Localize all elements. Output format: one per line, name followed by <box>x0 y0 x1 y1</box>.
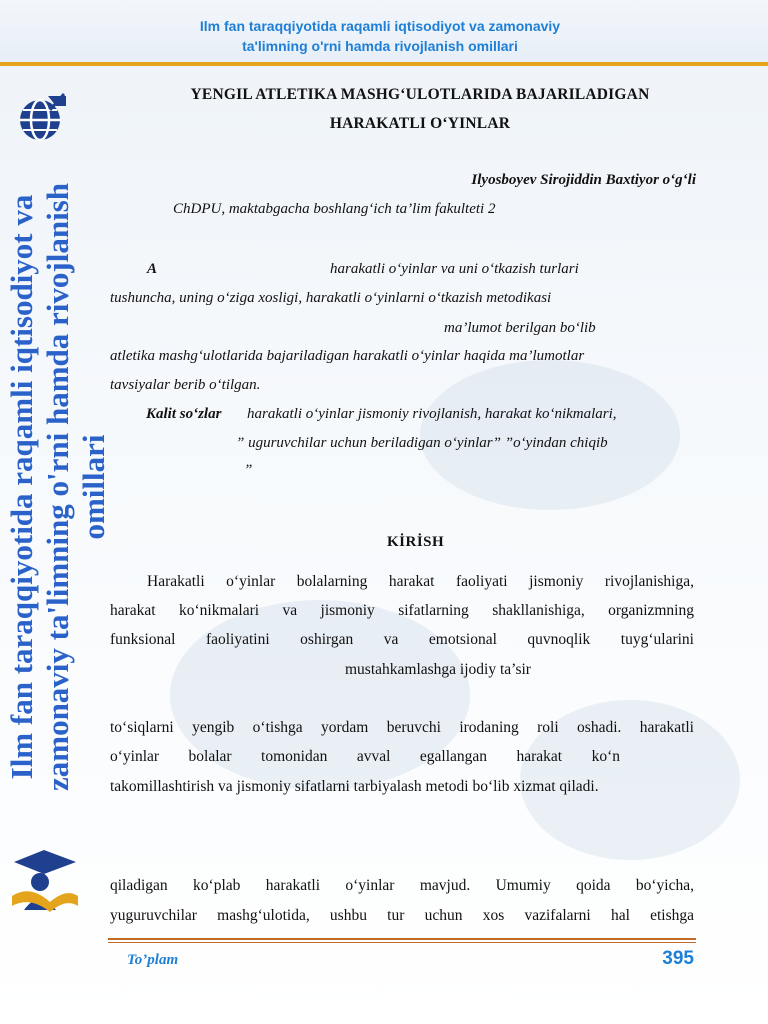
graduation-cap-icon <box>10 840 80 920</box>
footer-divider <box>108 938 696 940</box>
footer-label: To’plam <box>127 952 179 968</box>
globe-logo-icon <box>14 90 70 146</box>
title-line1: YENGIL ATLETIKA MASHG‘ULOTLARIDA BAJARILADIGAN <box>190 86 650 103</box>
abstract-line: harakatli o‘yinlar va uni o‘tkazish turlari <box>330 261 579 277</box>
article-title <box>120 80 720 138</box>
page-number: 395 <box>662 948 694 969</box>
paragraph-line: mustahkamlashga ijodiy ta’sir <box>345 661 531 678</box>
paragraph-line: to‘siqlarni yengib o‘tishga yordam beruvchi irodaning roli oshadi. harakatli <box>110 719 694 736</box>
sidebar-title-line1: Ilm fan taraqqiyotida raqamli iqtisodiyot va <box>4 194 39 780</box>
author-name: Ilyosboyev Sirojiddin Baxtiyor o‘g‘li <box>471 172 696 188</box>
sidebar-journal-title <box>4 142 111 832</box>
section-heading: KİRİSH <box>387 534 445 550</box>
keywords-line: harakatli o‘yinlar jismoniy rivojlanish, harakat ko‘nikmalari, <box>247 406 617 422</box>
abstract-line: tushuncha, uning o‘ziga xosligi, harakatli o‘yinlarni o‘tkazish metodikasi <box>110 290 552 306</box>
keywords-line: ” <box>244 462 253 478</box>
title-line2: HARAKATLI O‘YINLAR <box>329 115 511 132</box>
paragraph-line: takomillashtirish va jismoniy sifatlarni tarbiyalash metodi bo‘lib xizmat qiladi. <box>110 778 599 795</box>
paragraph-line: yuguruvchilar mashg‘ulotida, ushbu tur uchun xos vazifalarni hal etishga <box>110 907 694 924</box>
abstract-line: tavsiyalar berib o‘tilgan. <box>110 377 261 393</box>
paragraph-line: harakat ko‘nikmalari va jismoniy sifatlarning shakllanishiga, organizmning <box>110 602 694 619</box>
keywords-line: ” uguruvchilar uchun beriladigan o‘yinlar” ”o‘yindan chiqib <box>236 435 608 451</box>
header-divider <box>0 62 768 66</box>
paragraph-line: funksional faoliyatini oshirgan va emotsional quvnoqlik tuyg‘ularini <box>110 631 694 648</box>
abstract-line: ma’lumot berilgan bo‘lib <box>444 320 596 336</box>
keywords-label: Kalit so‘zlar <box>146 406 222 422</box>
paragraph-line: Harakatli o‘yinlar bolalarning harakat faoliyati jismoniy rivojlanishiga, <box>147 573 694 590</box>
journal-title-line2: ta'limning o'rni hamda rivojlanish omillari <box>242 38 518 54</box>
abstract-line <box>147 261 157 278</box>
abstract-initial: A <box>147 261 158 277</box>
paragraph-text: o‘yinlar bolalar tomonidan avval egallangan harakat ko‘n <box>110 748 620 765</box>
abstract-line: atletika mashg‘ulotlarida bajariladigan harakatli o‘yinlar haqida ma’lumotlar <box>110 348 585 364</box>
keywords-line <box>146 406 221 423</box>
paragraph-line: qiladigan ko‘plab harakatli o‘yinlar mavjud. Umumiy qoida bo‘yicha, <box>110 877 694 894</box>
author-affiliation: ChDPU, maktabgacha boshlang‘ich ta’lim fakulteti 2 <box>173 201 496 217</box>
journal-title <box>120 16 640 56</box>
page-header <box>0 0 768 62</box>
sidebar-title-line2: zamonaviy ta'limning o'rni hamda rivojlanish omillari <box>40 183 111 792</box>
journal-title-line1: Ilm fan taraqqiyotida raqamli iqtisodiyot va zamonaviy <box>199 18 561 34</box>
paragraph-line <box>110 748 640 766</box>
footer-divider <box>108 942 696 943</box>
